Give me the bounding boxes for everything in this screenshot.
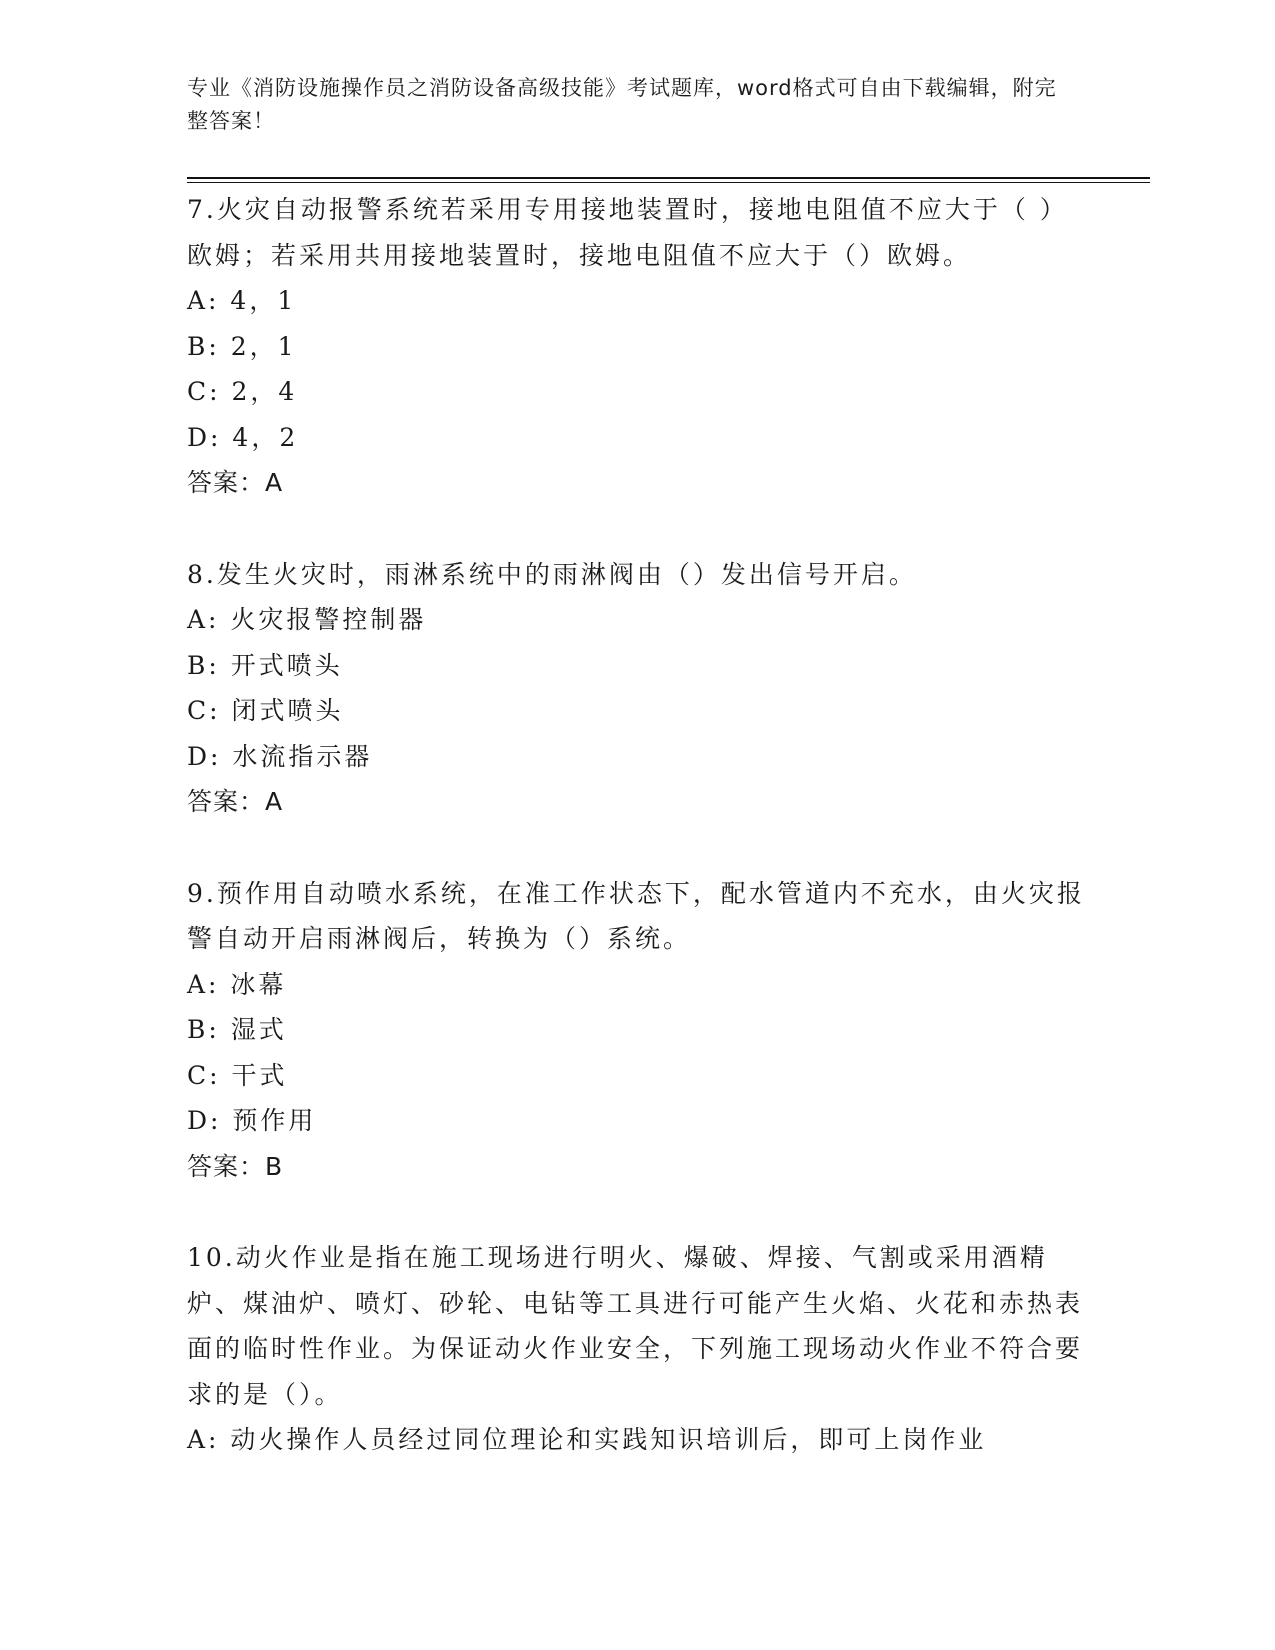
option-a: A: 冰幕 <box>187 969 287 999</box>
spacer <box>187 1189 1087 1235</box>
option-b: B: 2，1 <box>187 331 297 361</box>
spacer <box>187 506 1087 552</box>
answer: 答案：B <box>187 1151 284 1181</box>
option-a: A: 动火操作人员经过同位理论和实践知识培训后，即可上岗作业 <box>187 1425 987 1454</box>
option-c: C: 闭式喷头 <box>187 696 344 725</box>
option-a: A: 火灾报警控制器 <box>187 605 427 634</box>
option-d: D: 4，2 <box>187 422 299 452</box>
option-c: C: 干式 <box>187 1060 288 1090</box>
question-text: 8.发生火灾时，雨淋系统中的雨淋阀由（）发出信号开启。 <box>187 559 917 589</box>
option-d: D: 水流指示器 <box>187 741 373 771</box>
answer: 答案：A <box>187 787 284 816</box>
option-a: A: 4，1 <box>187 286 297 315</box>
option-d: D: 预作用 <box>187 1106 317 1135</box>
question-text: 10.动火作业是指在施工现场进行明火、爆破、焊接、气割或采用酒精炉、煤油炉、喷灯、砂轮、电钻等工具进行可能产生火焰、火花和赤热表面的临时性作业。为保证动火作业安全，下列施工现场动火作业不符合要求的是（）。 <box>187 1243 1084 1409</box>
header-rule-thick <box>187 177 1150 179</box>
question-10 <box>187 1235 1087 1463</box>
question-list <box>187 187 1087 1463</box>
document-header: 专业《消防设施操作员之消防设备高级技能》考试题库，word格式可自由下载编辑，附完整答案！ <box>187 76 1057 133</box>
answer: 答案：A <box>187 468 284 497</box>
spacer <box>187 825 1087 871</box>
question-7 <box>187 187 1087 506</box>
option-b: B: 湿式 <box>187 1015 287 1044</box>
question-text: 7.火灾自动报警系统若采用专用接地装置时，接地电阻值不应大于（ ）欧姆；若采用共用接地装置时，接地电阻值不应大于（）欧姆。 <box>187 195 1068 270</box>
option-c: C: 2，4 <box>187 377 298 406</box>
question-8 <box>187 552 1087 825</box>
question-text: 9.预作用自动喷水系统，在准工作状态下，配水管道内不充水，由火灾报警自动开启雨淋阀后，转换为（）系统。 <box>187 878 1085 953</box>
option-b: B: 开式喷头 <box>187 650 343 680</box>
header-rule-thin <box>187 182 1150 183</box>
question-9 <box>187 871 1087 1190</box>
